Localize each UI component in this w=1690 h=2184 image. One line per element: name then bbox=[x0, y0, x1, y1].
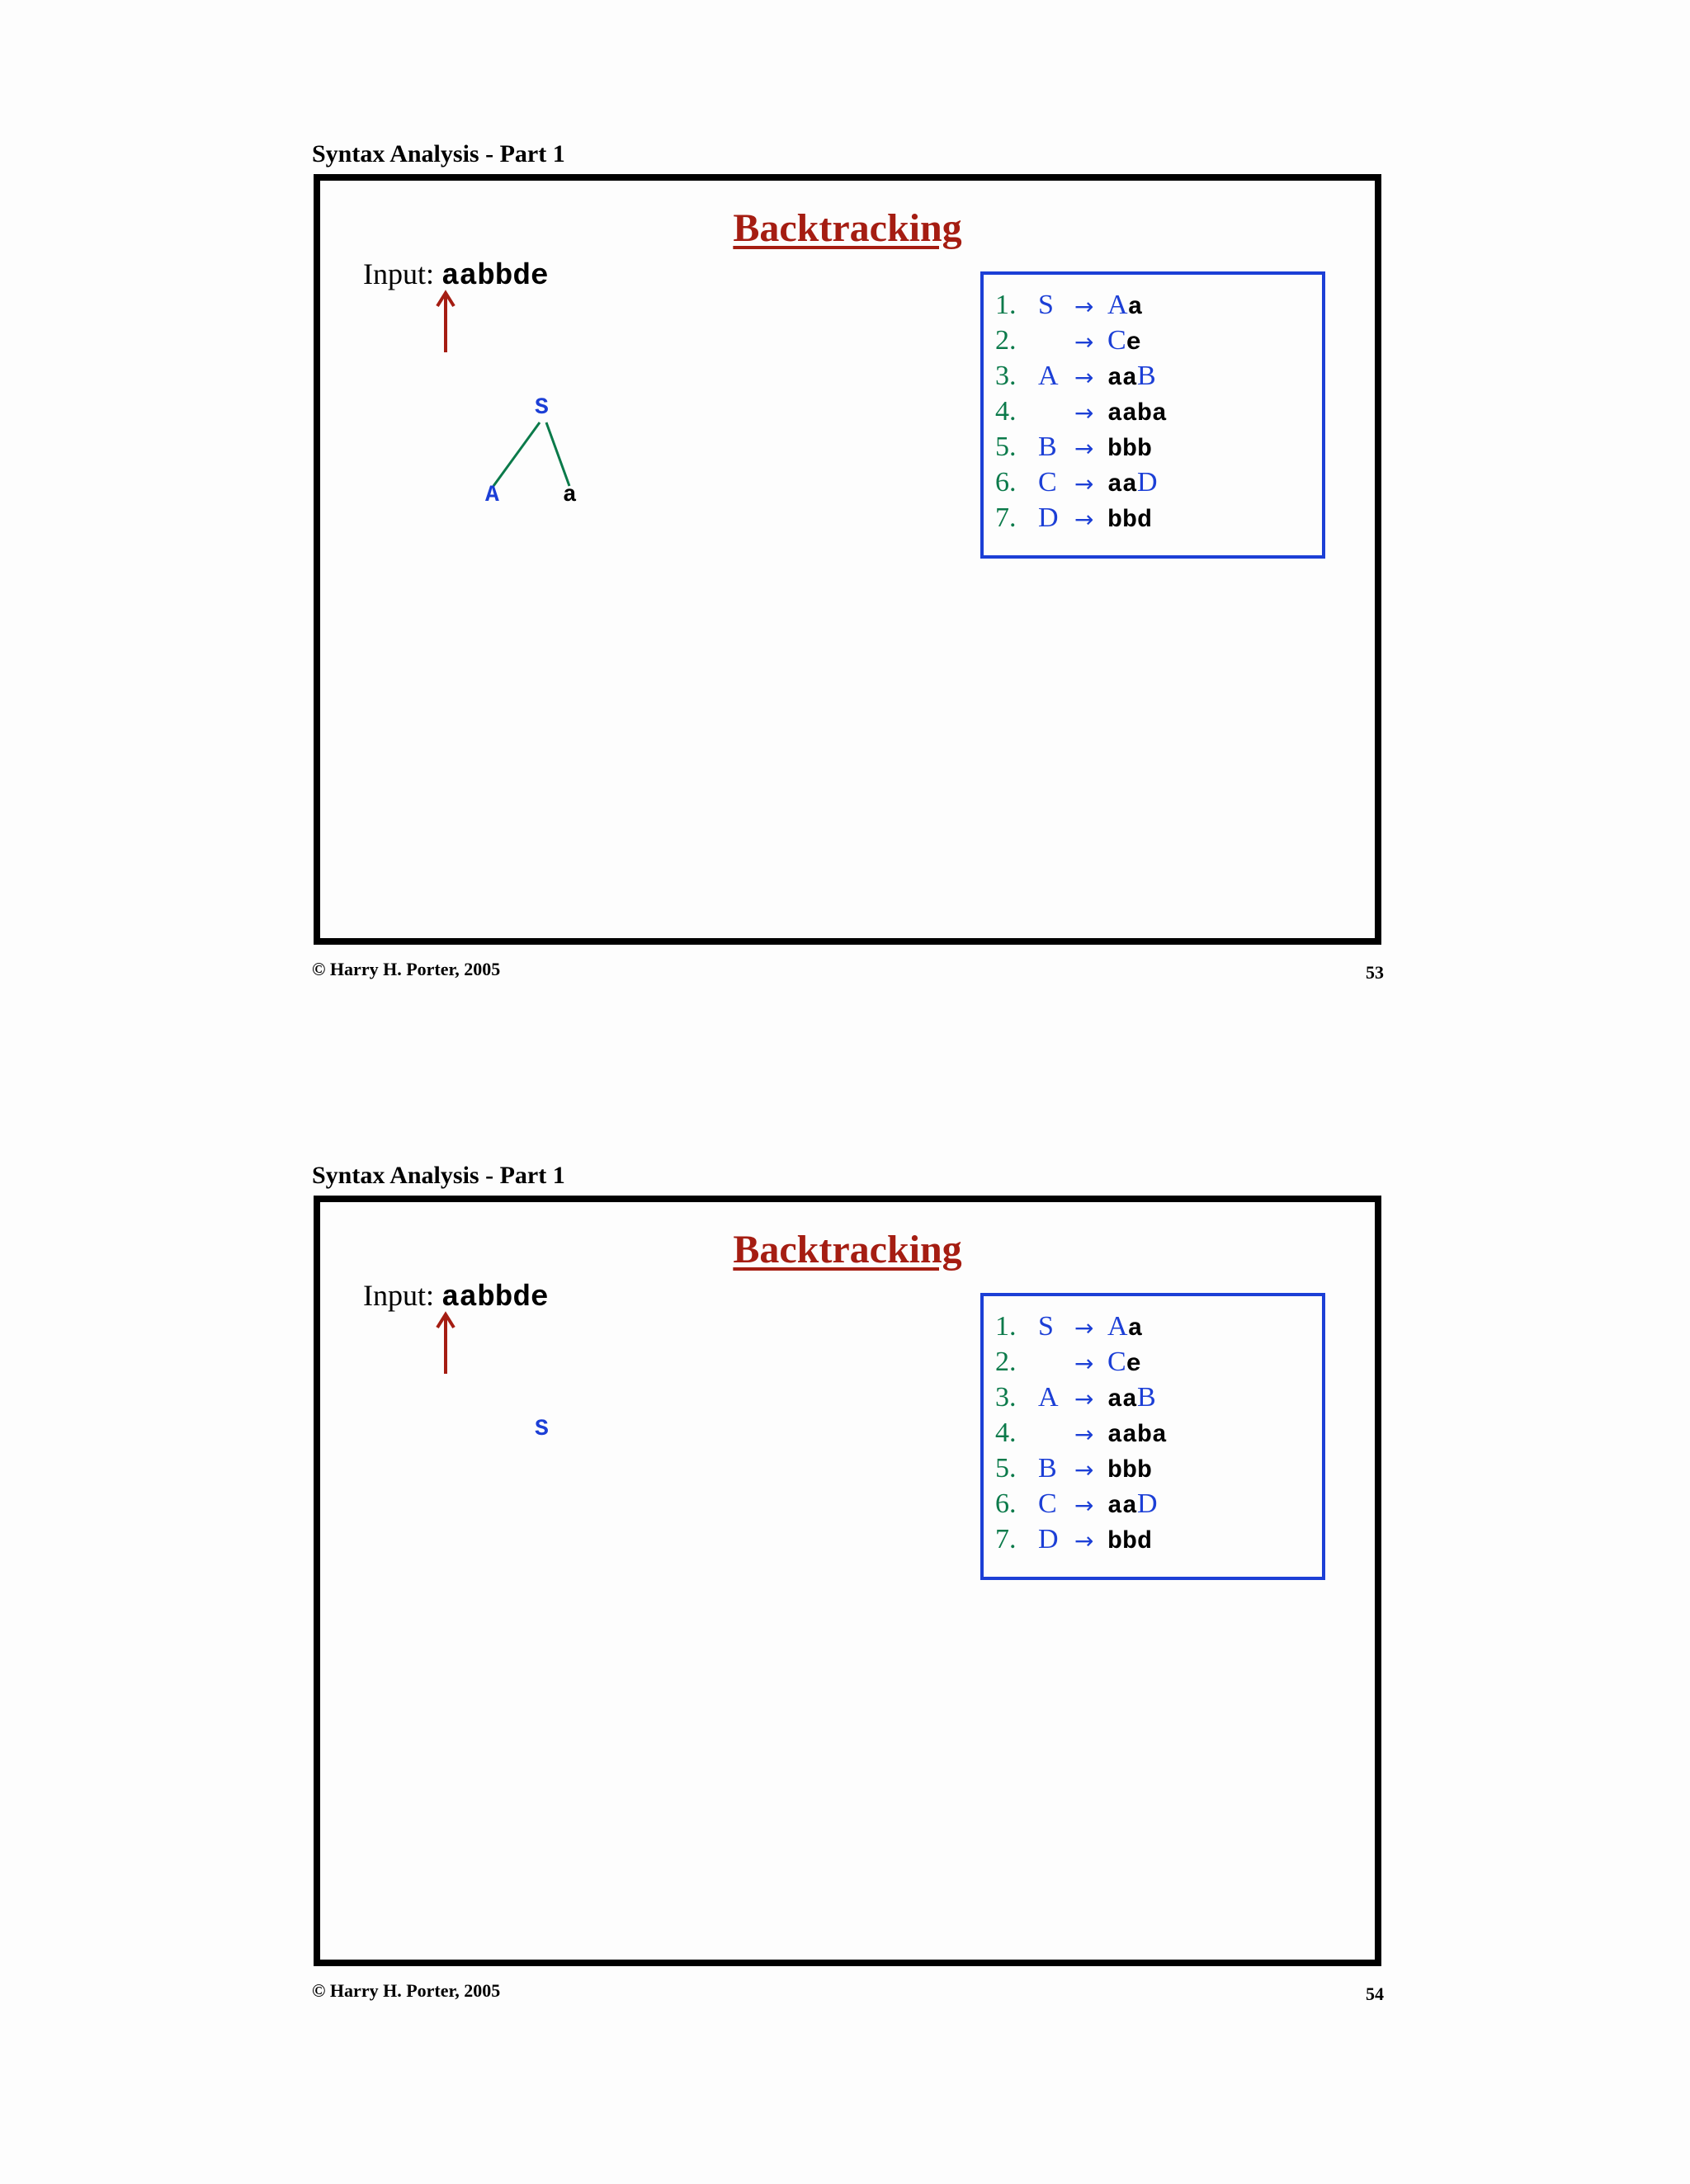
tree-node-root: S bbox=[535, 1417, 549, 1442]
slide-page-54 bbox=[0, 1021, 1690, 2044]
footer-copyright: © Harry H. Porter, 2005 bbox=[312, 1980, 501, 2001]
tree-edges bbox=[320, 181, 980, 676]
input-line bbox=[363, 1278, 549, 1314]
grammar-box: 1. S → Aa 2. → Ce 3. A → aaB 4. → aaba 5. B → bbb 6. C → aaD 7. D → bbd bbox=[980, 271, 1325, 559]
input-label: Input: bbox=[363, 1279, 434, 1312]
slide-header: Syntax Analysis - Part 1 bbox=[312, 140, 565, 167]
page-number: 54 bbox=[1366, 1984, 1384, 2004]
input-string: aabbde bbox=[441, 1281, 549, 1314]
slide-frame bbox=[314, 174, 1381, 945]
input-string: aabbde bbox=[441, 259, 549, 293]
page-number: 53 bbox=[1366, 962, 1384, 983]
slide-frame bbox=[314, 1196, 1381, 1966]
slide-title: Backtracking bbox=[733, 1228, 962, 1271]
tree-node-root: S bbox=[535, 395, 549, 421]
input-label: Input: bbox=[363, 257, 434, 290]
tree-node-child-a-terminal: a bbox=[563, 483, 577, 508]
tree-node-child-a-nonterminal: A bbox=[485, 483, 499, 508]
tree-edge-s-a-terminal bbox=[546, 422, 569, 486]
slide-header: Syntax Analysis - Part 1 bbox=[312, 1162, 565, 1189]
grammar-box: 1. S → Aa 2. → Ce 3. A → aaB 4. → aaba 5. B → bbb 6. C → aaD 7. D → bbd bbox=[980, 1293, 1325, 1580]
input-pointer-arrow-icon bbox=[436, 1311, 456, 1377]
slide-page-53 bbox=[0, 0, 1690, 1022]
tree-edge-s-a bbox=[493, 422, 540, 486]
slide-title: Backtracking bbox=[733, 206, 962, 250]
footer-copyright: © Harry H. Porter, 2005 bbox=[312, 959, 501, 979]
